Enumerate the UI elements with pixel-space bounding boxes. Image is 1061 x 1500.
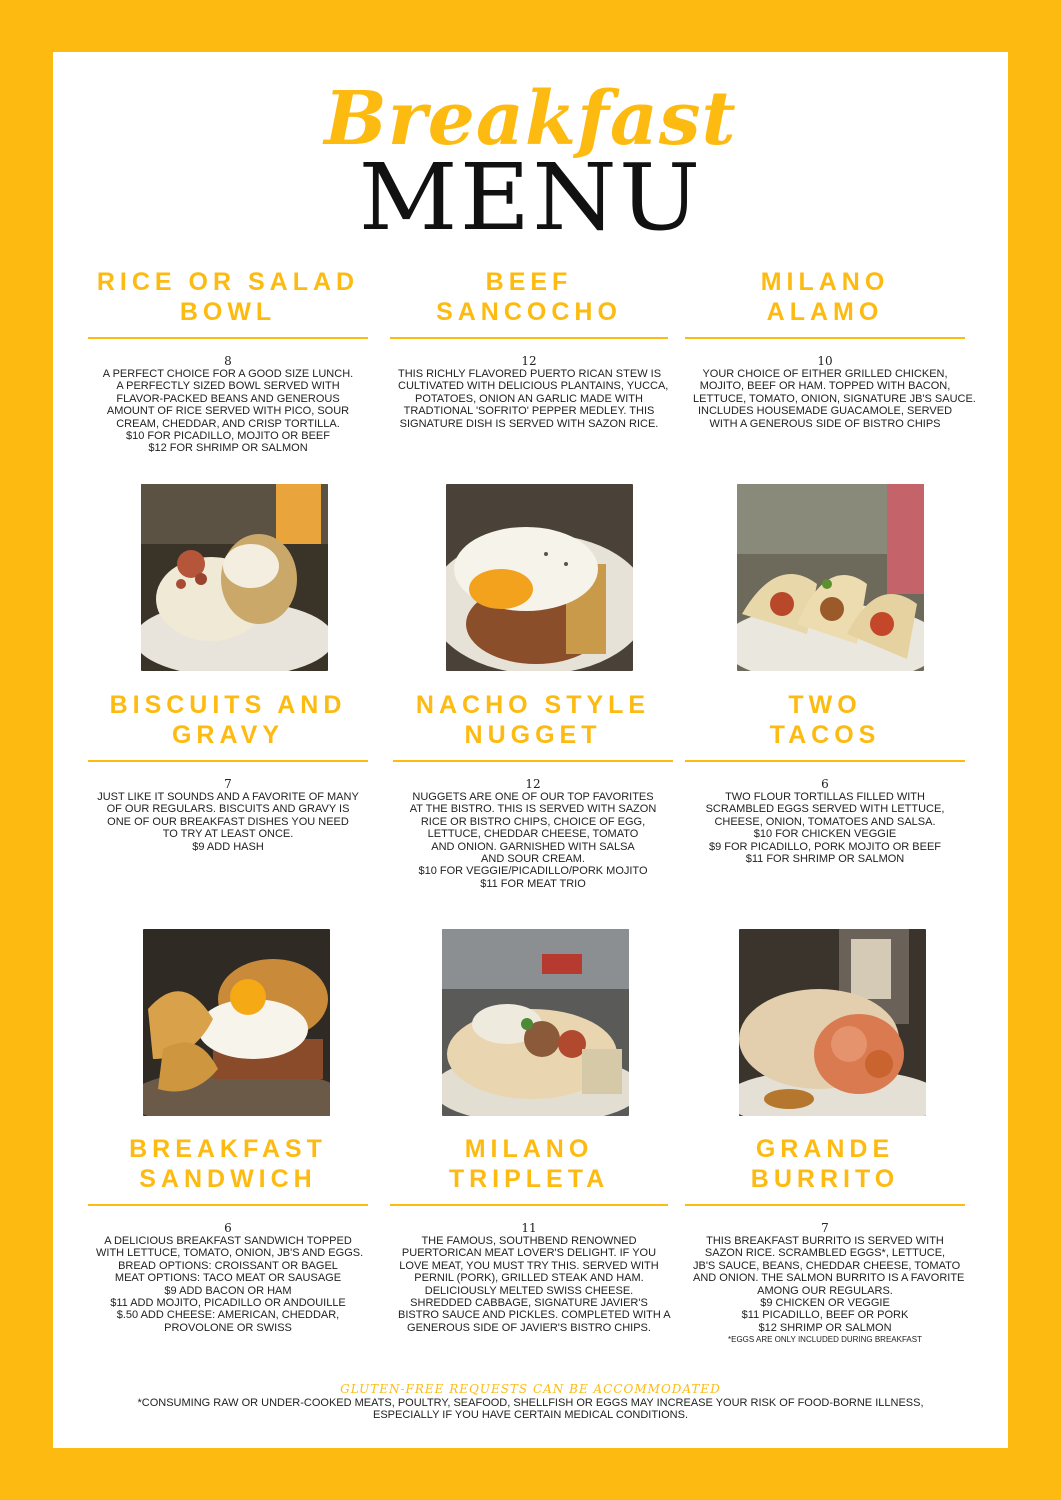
item-title: GRANDE BURRITO bbox=[750, 1135, 900, 1193]
divider bbox=[685, 337, 965, 339]
item-description: NUGGETS ARE ONE OF OUR TOP FAVORITES AT THE BISTRO. THIS IS SERVED WITH SAZON RICE OR BISTRO CHIPS, CHOICE OF EGG, LETTUCE, CHEDDAR CHEESE, TOMATO AND ONION. GARNISHED WITH SALSA AND SOUR CREAM. $10 FOR VEGGIE/PICADILLO/PORK MOJITO $11 FOR MEAT TRIO bbox=[409, 791, 657, 890]
divider bbox=[390, 337, 668, 339]
eggs-note: *EGGS ARE ONLY INCLUDED DURING BREAKFAST bbox=[728, 1335, 922, 1345]
item-description: A PERFECT CHOICE FOR A GOOD SIZE LUNCH. A PERFECTLY SIZED BOWL SERVED WITH FLAVOR-PACKED BEANS AND GENEROUS AMOUNT OF RICE SERVED WITH PICO, SOUR CREAM, CHEDDAR, AND CRISP TORTILLA. $10 FOR PICADILLO, MOJITO OR BEEF $12 FOR SHRIMP OR SALMON bbox=[102, 368, 354, 455]
menu-item-two-tacos bbox=[685, 690, 965, 865]
consumption-warning: *CONSUMING RAW OR UNDER-COOKED MEATS, POULTRY, SEAFOOD, SHELLFISH OR EGGS MAY INCREASE YOUR RISK OF FOOD-BORNE ILLNESS, ESPECIALLY IF YOU HAVE CERTAIN MEDICAL CONDITIONS. bbox=[137, 1397, 924, 1421]
menu-item-milano-tripleta bbox=[390, 1134, 671, 1334]
item-description: TWO FLOUR TORTILLAS FILLED WITH SCRAMBLED EGGS SERVED WITH LETTUCE, CHEESE, ONION, TOMATOES AND SALSA. $10 FOR CHICKEN VEGGIE $9 FOR PICADILLO, PORK MOJITO OR BEEF $11 FOR SHRIMP OR SALMON bbox=[705, 791, 945, 866]
menu-sheet bbox=[53, 52, 1008, 1448]
divider bbox=[393, 760, 673, 762]
item-title: BEEF SANCOCHO bbox=[436, 268, 622, 326]
item-price: 10 bbox=[817, 354, 833, 368]
item-description: THE FAMOUS, SOUTHBEND RENOWNED PUERTORICAN MEAT LOVER'S DELIGHT. IF YOU LOVE MEAT, YOU MUST TRY THIS. SERVED WITH PERNIL (PORK), GRILLED STEAK AND HAM. DELICIOUSLY MELTED SWISS CHEESE. SHREDDED CABBAGE, SIGNATURE JAVIER'S BISTRO SAUCE AND PICKLES. COMPLETED WITH A GENEROUS SIDE OF JAVIER'S BISTRO CHIPS. bbox=[398, 1235, 671, 1334]
item-description: YOUR CHOICE OF EITHER GRILLED CHICKEN, MOJITO, BEEF OR HAM. TOPPED WITH BACON, LETTUCE, TOMATO, ONION, SIGNATURE JB'S SAUCE. INCLUDES HOUSEMADE GUACAMOLE, SERVED WITH A GENEROUS SIDE OF BISTRO CHIPS bbox=[693, 368, 976, 430]
item-title: MILANO TRIPLETA bbox=[448, 1135, 610, 1193]
photo-two-tacos bbox=[737, 484, 924, 671]
item-price: 6 bbox=[821, 777, 829, 791]
item-title: RICE OR SALAD BOWL bbox=[96, 268, 360, 326]
item-description: A DELICIOUS BREAKFAST SANDWICH TOPPED WITH LETTUCE, TOMATO, ONION, JB'S AND EGGS. BREAD OPTIONS: CROISSANT OR BAGEL MEAT OPTIONS: TACO MEAT OR SAUSAGE $9 ADD BACON OR HAM $11 ADD MOJITO, PICADILLO OR ANDOUILLE $.50 ADD CHEESE: AMERICAN, CHEDDAR, PROVOLONE OR SWISS bbox=[96, 1235, 364, 1334]
divider bbox=[685, 760, 965, 762]
item-price: 6 bbox=[224, 1221, 232, 1235]
photo-biscuits-and-gravy bbox=[141, 484, 328, 671]
item-price: 7 bbox=[821, 1221, 829, 1235]
script-title: Breakfast bbox=[324, 76, 737, 162]
item-price: 12 bbox=[521, 354, 537, 368]
item-title: TWO TACOS bbox=[769, 691, 881, 749]
gluten-free-note: GLUTEN-FREE REQUESTS CAN BE ACCOMMODATED bbox=[340, 1382, 721, 1396]
menu-item-biscuits-and-gravy bbox=[88, 690, 368, 853]
item-description: THIS RICHLY FLAVORED PUERTO RICAN STEW IS CULTIVATED WITH DELICIOUS PLANTAINS, YUCCA, POTATOES, ONION AN GARLIC MADE WITH TRADTIONAL 'SOFRITO' PEPPER MEDLEY. THIS SIGNATURE DISH IS SERVED WITH SAZON RICE. bbox=[398, 368, 669, 430]
menu-item-beef-sancocho bbox=[390, 267, 668, 430]
item-price: 12 bbox=[525, 777, 541, 791]
divider bbox=[88, 1204, 368, 1206]
item-title: NACHO STYLE NUGGET bbox=[415, 691, 651, 749]
menu-item-breakfast-sandwich bbox=[88, 1134, 368, 1334]
item-title: BISCUITS AND GRAVY bbox=[109, 691, 347, 749]
item-price: 8 bbox=[224, 354, 232, 368]
item-price: 7 bbox=[224, 777, 232, 791]
item-title: BREAKFAST SANDWICH bbox=[129, 1135, 327, 1193]
divider bbox=[88, 337, 368, 339]
divider bbox=[390, 1204, 668, 1206]
item-title: MILANO ALAMO bbox=[760, 268, 890, 326]
photo-breakfast-sandwich bbox=[143, 929, 330, 1116]
menu-item-nacho-style-nugget bbox=[393, 690, 673, 890]
photo-milano-tripleta bbox=[442, 929, 629, 1116]
menu-item-grande-burrito bbox=[685, 1134, 965, 1346]
menu-item-milano-alamo bbox=[685, 267, 976, 430]
divider bbox=[88, 760, 368, 762]
menu-title: MENU bbox=[358, 144, 703, 251]
item-description: THIS BREAKFAST BURRITO IS SERVED WITH SAZON RICE. SCRAMBLED EGGS*, LETTUCE, JB'S SAUCE, BEANS, CHEDDAR CHEESE, TOMATO AND ONION. THE SALMON BURRITO IS A FAVORITE AMONG OUR REGULARS. $9 CHICKEN OR VEGGIE $11 PICADILLO, BEEF OR PORK $12 SHRIMP OR SALMON *EGGS ARE ONLY INCLUDED DURING BREAKFAST bbox=[693, 1235, 965, 1345]
item-description: JUST LIKE IT SOUNDS AND A FAVORITE OF MANY OF OUR REGULARS. BISCUITS AND GRAVY IS ONE OF OUR BREAKFAST DISHES YOU NEED TO TRY AT LEAST ONCE. $9 ADD HASH bbox=[97, 791, 359, 853]
photo-beef-sancocho bbox=[446, 484, 633, 671]
divider bbox=[685, 1204, 965, 1206]
item-price: 11 bbox=[521, 1221, 537, 1235]
photo-grande-burrito bbox=[739, 929, 926, 1116]
menu-item-rice-or-salad-bowl bbox=[88, 267, 368, 455]
